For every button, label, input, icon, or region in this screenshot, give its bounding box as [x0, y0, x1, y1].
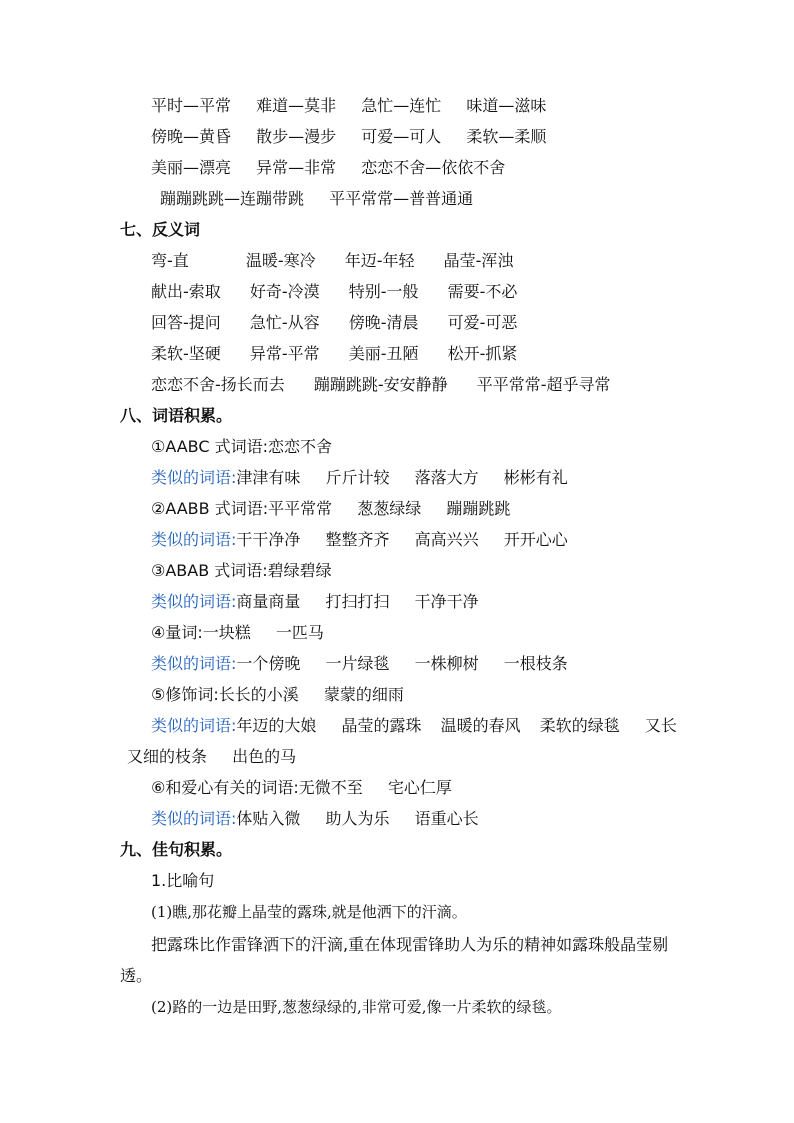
sentence-note-line-1: 把露珠比作雷锋洒下的汗滴,重在体现雷锋助人为乐的精神如露珠般晶莹剔	[151, 935, 669, 954]
example-sentence-2: (2)路的一边是田野,葱葱绿绿的,非常可爱,像一片柔软的绿毯。	[151, 998, 562, 1016]
word-pair: 平时—平常	[151, 96, 232, 115]
accumulation-item-title	[151, 623, 324, 643]
similar-label: 类似的词语:	[151, 654, 237, 673]
word-pair: 柔软—柔顺	[466, 127, 547, 146]
item-title-text: ②AABB 式词语:平平常常	[151, 499, 333, 518]
word: 高高兴兴	[414, 530, 479, 549]
accumulation-item-title	[151, 685, 404, 705]
word-pair: 平平常常-超乎寻常	[476, 375, 611, 394]
word: 彬彬有礼	[503, 468, 568, 487]
word-pair: 温暖-寒冷	[245, 251, 316, 270]
word: 一个傍晚	[236, 654, 301, 673]
word-pair: 异常-平常	[249, 344, 320, 363]
word: 整整齐齐	[325, 530, 390, 549]
similar-label: 类似的词语:	[151, 592, 237, 611]
item-title-text: ⑤修饰词:长长的小溪	[151, 685, 299, 704]
similar-words-row	[151, 716, 677, 736]
word-pair: 恋恋不舍—依依不舍	[361, 158, 506, 177]
word-pair: 急忙—连忙	[361, 96, 442, 115]
example-sentence-1: (1)瞧,那花瓣上晶莹的露珠,就是他洒下的汗滴。	[151, 903, 467, 921]
word: 津津有味	[236, 468, 301, 487]
synonym-row-2	[151, 127, 546, 147]
section-heading-antonyms: 七、反义词	[120, 220, 201, 239]
sentence-note-line-2: 透。	[120, 966, 153, 985]
word: 温暖的春风	[440, 716, 521, 735]
word-pair: 献出-索取	[151, 282, 221, 301]
word: 蹦蹦跳跳	[446, 499, 511, 518]
word: 商量商量	[236, 592, 301, 611]
antonym-row-3	[151, 313, 517, 333]
similar-label: 类似的词语:	[151, 468, 237, 487]
word-pair: 需要-不必	[447, 282, 518, 301]
word: 又细的枝条	[127, 747, 208, 766]
item-title-text: ④量词:一块糕	[151, 623, 251, 642]
word-pair: 傍晚—黄昏	[151, 127, 232, 146]
similar-label: 类似的词语:	[151, 530, 237, 549]
word: 柔软的绿毯	[539, 716, 620, 735]
accumulation-item-title	[151, 499, 510, 519]
similar-words-row	[151, 592, 479, 612]
item-title-text: ⑥和爱心有关的词语:无微不至	[151, 778, 363, 797]
antonym-row-2	[151, 282, 517, 302]
accumulation-item-title	[151, 778, 452, 798]
word-pair: 美丽—漂亮	[151, 158, 232, 177]
word-pair: 柔软-坚硬	[151, 344, 221, 363]
section-heading-accumulation: 八、词语积累。	[120, 406, 233, 425]
word: 开开心心	[503, 530, 568, 549]
word: 又长	[644, 716, 677, 735]
word-pair: 恋恋不舍-扬长而去	[151, 375, 285, 394]
word: 斤斤计较	[325, 468, 390, 487]
similar-words-continuation	[127, 747, 296, 767]
section-heading-sentences: 九、佳句积累。	[120, 840, 233, 859]
word: 体贴入微	[236, 809, 301, 828]
word: 年迈的大娘	[236, 716, 317, 735]
word-pair: 蹦蹦跳跳-安安静静	[313, 375, 448, 394]
word-pair: 味道—滋味	[466, 96, 547, 115]
word: 出色的马	[232, 747, 297, 766]
synonym-row-3	[151, 158, 505, 178]
word-pair: 可爱-可恶	[447, 313, 518, 332]
word-pair: 松开-抓紧	[447, 344, 518, 363]
similar-label: 类似的词语:	[151, 809, 237, 828]
word-pair: 傍晚-清晨	[348, 313, 419, 332]
synonym-row-1	[151, 96, 546, 116]
word: 一根枝条	[503, 654, 568, 673]
antonym-row-1	[151, 251, 513, 271]
synonym-row-4	[160, 189, 473, 209]
word: 葱葱绿绿	[357, 499, 422, 518]
word-pair: 急忙-从容	[249, 313, 320, 332]
antonym-row-5	[151, 375, 611, 395]
accumulation-item-title: ③ABAB 式词语:碧绿碧绿	[151, 561, 332, 580]
word: 语重心长	[414, 809, 479, 828]
similar-words-row	[151, 654, 568, 674]
word-pair: 难道—莫非	[256, 96, 337, 115]
word-pair: 特别-一般	[348, 282, 419, 301]
word-pair: 散步—漫步	[256, 127, 337, 146]
word-pair: 晶莹-浑浊	[443, 251, 514, 270]
word: 宅心仁厚	[387, 778, 452, 797]
word: 一株柳树	[414, 654, 479, 673]
similar-words-row	[151, 809, 479, 829]
similar-label: 类似的词语:	[151, 716, 237, 735]
word-pair: 弯-直	[151, 251, 189, 270]
word-pair: 蹦蹦跳跳—连蹦带跳	[160, 189, 305, 208]
word: 晶莹的露珠	[341, 716, 422, 735]
word: 蒙蒙的细雨	[323, 685, 404, 704]
similar-words-row	[151, 530, 568, 550]
word-pair: 美丽-丑陋	[348, 344, 419, 363]
accumulation-item-title: ①AABC 式词语:恋恋不舍	[151, 437, 333, 456]
word: 干干净净	[236, 530, 301, 549]
word: 干净干净	[414, 592, 479, 611]
word-pair: 平平常常—普普通通	[329, 189, 474, 208]
word-pair: 异常—非常	[256, 158, 337, 177]
word-pair: 可爱—可人	[361, 127, 442, 146]
subsection-heading-metaphor: 1.比喻句	[151, 871, 215, 890]
word: 一匹马	[275, 623, 324, 642]
word: 打扫打扫	[325, 592, 390, 611]
word: 助人为乐	[325, 809, 390, 828]
word-pair: 回答-提问	[151, 313, 221, 332]
word: 一片绿毯	[325, 654, 390, 673]
word-pair: 年迈-年轻	[344, 251, 415, 270]
word-pair: 好奇-冷漠	[249, 282, 320, 301]
word: 落落大方	[414, 468, 479, 487]
similar-words-row	[151, 468, 568, 488]
antonym-row-4	[151, 344, 517, 364]
